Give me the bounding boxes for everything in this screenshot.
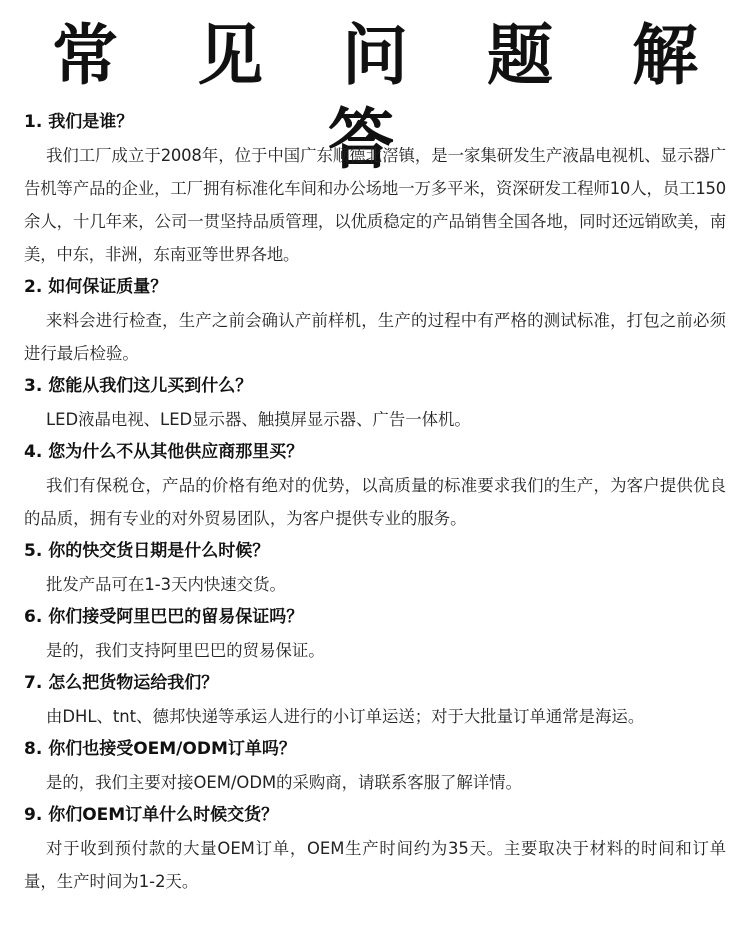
- faq-question: 5. 你的快交货日期是什么时候？: [24, 541, 270, 561]
- faq-item: [24, 667, 726, 733]
- faq-item: [24, 733, 726, 799]
- faq-list: [24, 106, 726, 898]
- faq-question: 9. 你们OEM订单什么时候交货？: [24, 805, 279, 825]
- faq-answer: 我们有保税仓，产品的价格有绝对的优势，以高质量的标准要求我们的生产，为客户提供优良的品质，拥有专业的对外贸易团队，为客户提供专业的服务。: [24, 476, 726, 528]
- faq-item: [24, 436, 726, 535]
- faq-item: [24, 271, 726, 370]
- faq-item: [24, 799, 726, 898]
- faq-question: 3. 您能从我们这儿买到什么？: [24, 376, 253, 396]
- faq-question: 1. 我们是谁？: [24, 112, 134, 132]
- faq-item: [24, 601, 726, 667]
- faq-answer: LED液晶电视、LED显示器、触摸屏显示器、广告一体机。: [46, 410, 471, 429]
- faq-question: 8. 你们也接受OEM/ODM订单吗？: [24, 739, 296, 759]
- faq-question: 2. 如何保证质量？: [24, 277, 168, 297]
- faq-question: 6. 你们接受阿里巴巴的留易保证吗？: [24, 607, 304, 627]
- faq-answer: 对于收到预付款的大量OEM订单，OEM生产时间约为35天。主要取决于材料的时间和订单量，生产时间为1-2天。: [24, 839, 726, 891]
- faq-answer: 来料会进行检查，生产之前会确认产前样机，生产的过程中有严格的测试标准，打包之前必须进行最后检验。: [24, 311, 726, 363]
- faq-answer: 是的，我们支持阿里巴巴的贸易保证。: [46, 641, 325, 660]
- faq-answer: 由DHL、tnt、德邦快递等承运人进行的小订单运送；对于大批量订单通常是海运。: [46, 707, 645, 726]
- page-title: 常 见 问 题 解 答: [52, 17, 726, 178]
- faq-item: [24, 370, 726, 436]
- faq-question: 7. 怎么把货物运给我们？: [24, 673, 219, 693]
- faq-answer: 批发产品可在1-3天内快速交货。: [46, 575, 286, 594]
- faq-answer: 是的，我们主要对接OEM/ODM的采购商，请联系客服了解详情。: [46, 773, 522, 792]
- faq-item: [24, 535, 726, 601]
- faq-answer: 我们工厂成立于2008年，位于中国广东顺德北滘镇，是一家集研发生产液晶电视机、显示器广告机等产品的企业，工厂拥有标准化车间和办公场地一万多平米，资深研发工程师10人，员工150余人，十几年来，公司一贯坚持品质管理，以优质稳定的产品销售全国各地，同时还远销欧美，南美，中东，非洲，东南亚等世界各地。: [24, 146, 726, 264]
- faq-question: 4. 您为什么不从其他供应商那里买？: [24, 442, 304, 462]
